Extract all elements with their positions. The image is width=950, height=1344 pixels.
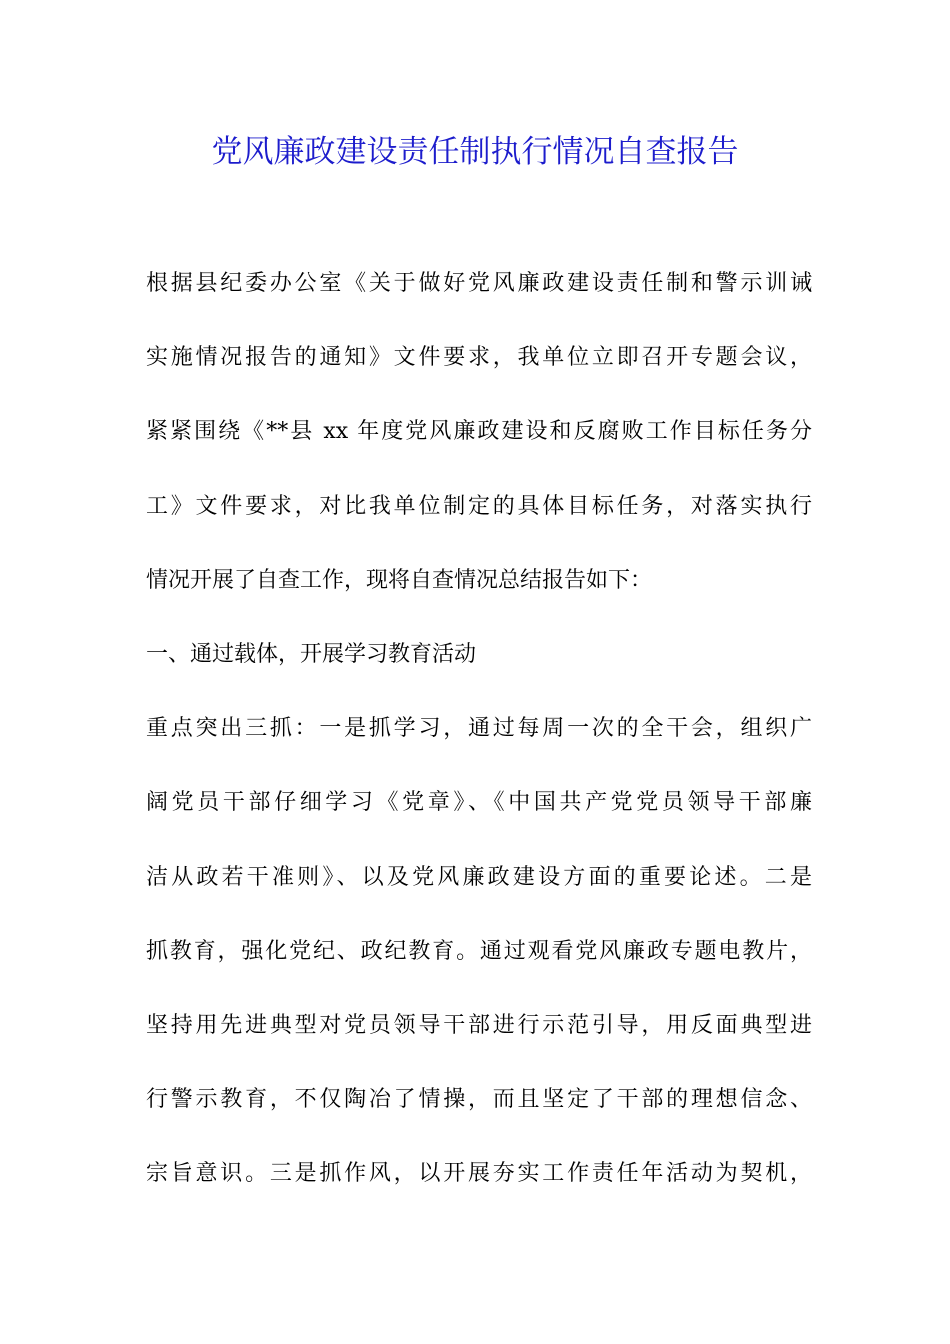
document-title: 党风廉政建设责任制执行情况自查报告 — [211, 134, 739, 170]
body-line-1: 根据县纪委办公室《关于做好党风廉政建设责任制和警示训诫 — [146, 271, 812, 296]
body-line-12: 行警示教育，不仅陶冶了情操，而且坚定了干部的理想信念、 — [146, 1087, 812, 1113]
body-line-7: 重点突出三抓：一是抓学习，通过每周一次的全干会，组织广 — [146, 716, 812, 742]
body-line-13: 宗旨意识。三是抓作风，以开展夯实工作责任年活动为契机， — [146, 1161, 812, 1187]
body-line-4: 工》文件要求，对比我单位制定的具体目标任务，对落实执行 — [146, 493, 812, 519]
body-line-2: 实施情况报告的通知》文件要求，我单位立即召开专题会议， — [146, 345, 812, 371]
section-heading-1: 一、通过载体，开展学习教育活动 — [146, 641, 477, 667]
body-line-3: 紧紧围绕《**县 xx 年度党风廉政建设和反腐败工作目标任务分 — [146, 419, 812, 445]
body-line-5: 情况开展了自查工作，现将自查情况总结报告如下： — [146, 567, 653, 593]
body-line-11: 坚持用先进典型对党员领导干部进行示范引导，用反面典型进 — [146, 1012, 812, 1038]
body-line-10: 抓教育，强化党纪、政纪教育。通过观看党风廉政专题电教片， — [146, 938, 812, 964]
body-line-9: 洁从政若干准则》、以及党风廉政建设方面的重要论述。二是 — [146, 864, 812, 890]
body-line-8: 阔党员干部仔细学习《党章》、《中国共产党党员领导干部廉 — [146, 790, 812, 816]
document-body — [146, 262, 812, 1226]
